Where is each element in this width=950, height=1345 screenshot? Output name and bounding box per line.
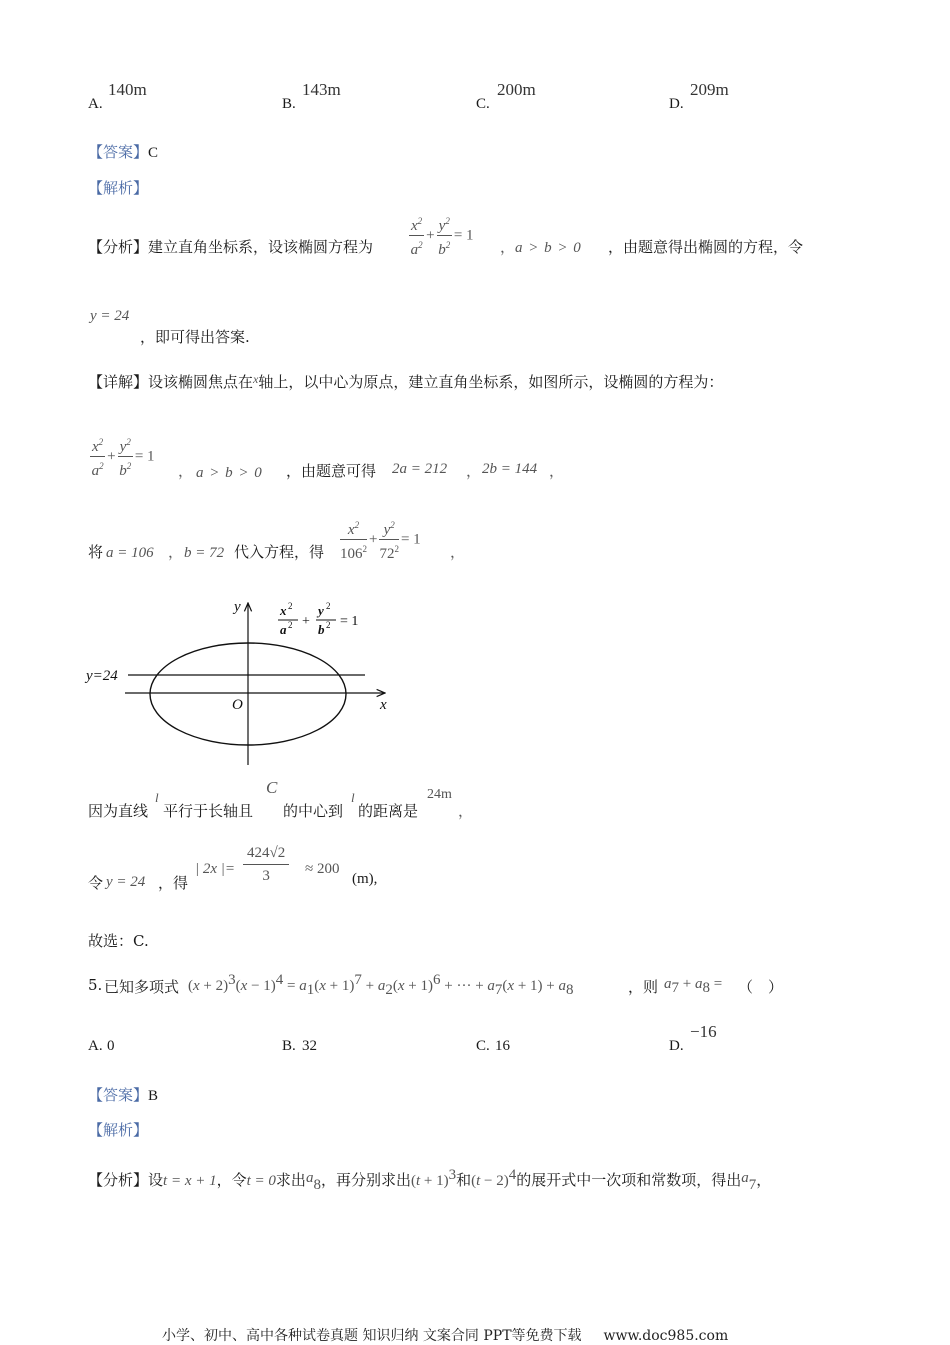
line3-text: ，由题意可得: [286, 462, 377, 480]
q5-fenxi-t0: t = 0: [246, 1173, 276, 1189]
svg-text:a: a: [280, 622, 287, 637]
line6-approx: ≈ 200: [305, 861, 340, 877]
answer-value: C: [148, 145, 159, 161]
fenxi-ellipse-eq: $\frac{x^2}{a^2}$ + $\frac{y^2}{b^2}$ = 1: [407, 212, 474, 259]
option-c-value: 200m: [497, 80, 536, 99]
line6-fraction: [243, 842, 289, 887]
answer-tag: 【答案】: [88, 143, 149, 161]
fenxi-condition: a > b > 0: [515, 240, 582, 256]
q4-xiangjie-line: [88, 371, 723, 392]
line3-eq1: 2a = 212: [392, 461, 448, 477]
option-d-value: 209m: [690, 80, 729, 99]
q5-fenxi-text4: ，再分别求出: [320, 1171, 411, 1189]
q5-option-c-letter: C.: [476, 1038, 490, 1054]
line6-unit: (m),: [352, 871, 378, 887]
svg-text:b: b: [318, 622, 325, 637]
q5-option-d-value: −16: [690, 1022, 717, 1041]
q5-fenxi-text3: 求出: [275, 1171, 306, 1189]
line5-text3: 的中心到: [283, 802, 344, 820]
line5-text2: 平行于长轴且: [163, 802, 254, 820]
footer: [162, 1325, 728, 1345]
footer-url[interactable]: www.doc985.com: [603, 1328, 729, 1344]
q4-answer: [88, 141, 158, 162]
line3-condition: a > b > 0: [196, 465, 263, 481]
q5-fenxi-text2: ，令: [216, 1171, 247, 1189]
svg-text:2: 2: [288, 620, 293, 630]
option-a-value: 140m: [108, 80, 147, 99]
line3-eq2: 2b = 144: [482, 461, 538, 477]
fenxi-y-eq: y = 24: [90, 308, 130, 324]
footer-text: 小学、初中、高中各种试卷真题 知识归纳 文案合同 PPT等免费下载: [162, 1328, 582, 1344]
svg-text:2: 2: [326, 601, 331, 611]
svg-text:x: x: [280, 603, 287, 618]
line4-b: b = 72: [184, 545, 225, 561]
fenxi-text1: 建立直角坐标系，设该椭圆方程为: [148, 238, 374, 256]
q5-fenxi-tag: 【分析】: [88, 1171, 149, 1189]
fenxi-tag: 【分析】: [88, 238, 149, 256]
origin-label: O: [232, 697, 243, 713]
option-c-letter: C.: [476, 96, 490, 112]
q5-number: 5.: [88, 976, 103, 994]
svg-text:2: 2: [288, 601, 293, 611]
ellipse-figure: [80, 595, 410, 775]
q5-answer-tag: 【答案】: [88, 1086, 149, 1104]
q5-option-a-letter: A.: [88, 1038, 103, 1054]
line5-text4: 的距离是: [358, 802, 419, 820]
option-b-value: 143m: [302, 80, 341, 99]
xiangjie-text1: 设该椭圆焦点在: [148, 373, 254, 391]
x-axis-label: x: [380, 697, 387, 713]
q5-answer: [88, 1084, 158, 1105]
line4-a: a = 106: [106, 545, 154, 561]
q5-stem-then: ，则: [628, 978, 659, 996]
figure-eq-rhs: = 1: [340, 614, 359, 629]
q5-fenxi-text5: 和: [456, 1171, 472, 1189]
svg-text:+: +: [302, 614, 310, 629]
line4-text2: 代入方程，得: [234, 543, 325, 561]
option-d-letter: D.: [669, 96, 684, 112]
line6-num: 424√2: [243, 842, 289, 865]
line6-abs: | 2x |=: [195, 861, 236, 877]
q4-conclusion: 故选：C.: [88, 932, 149, 950]
line4-substituted-eq: $\frac{x^2}{106^2}$ + $\frac{y^2}{72^2}$ = 1: [338, 516, 421, 563]
fenxi-text3: ，即可得出答案.: [140, 328, 250, 346]
q5-option-a-value: 0: [107, 1038, 115, 1054]
q5-fenxi-t: t = x + 1: [163, 1173, 217, 1189]
line5-l2: l: [351, 790, 355, 805]
line6-text2: ，得: [158, 874, 189, 892]
line-y24-label: y=24: [86, 668, 118, 684]
line5-C: C: [266, 778, 278, 797]
line4-text1: 将: [88, 543, 104, 561]
q5-fenxi-text1: 设: [148, 1171, 164, 1189]
xiangjie-x: x: [253, 372, 259, 386]
svg-text:2: 2: [326, 620, 331, 630]
svg-text:y: y: [318, 603, 324, 618]
q4-line3-eq: $\frac{x^2}{a^2}$ + $\frac{y^2}{b^2}$ = 1: [88, 433, 155, 480]
q5-analysis-tag: 【解析】: [88, 1121, 149, 1139]
fenxi-text2: ，由题意得出椭圆的方程，令: [608, 238, 804, 256]
option-a-letter: A.: [88, 96, 103, 112]
q5-option-d-letter: D.: [669, 1038, 684, 1054]
q4-analysis-tag: 【解析】: [88, 179, 149, 197]
y-axis-label: y: [234, 599, 241, 615]
option-b-letter: B.: [282, 96, 296, 112]
q5-option-b-letter: B.: [282, 1038, 296, 1054]
xiangjie-text2: 轴上，以中心为原点，建立直角坐标系，如图所示，设椭圆的方程为：: [258, 373, 724, 391]
line6-den: 3: [262, 868, 270, 884]
q5-target: $a_7 + a_8$ =: [664, 976, 723, 996]
q5-option-b-value: 32: [302, 1038, 317, 1054]
line6-text1: 令: [88, 874, 104, 892]
q5-stem-text: 已知多项式: [104, 978, 180, 996]
line5-l: l: [155, 790, 159, 805]
q5-polynomial: $(x + 2)^3(x - 1)^4 = a_1(x + 1)^7 + a_2(x + 1)^6$ + ··· + $a_7(x + 1) + a_8$: [188, 972, 574, 998]
xiangjie-tag: 【详解】: [88, 373, 149, 391]
q5-stem-end: （ ）: [738, 978, 784, 996]
q5-fenxi-text6: 的展开式中一次项和常数项，得出: [516, 1171, 742, 1189]
line5-text1: 因为直线: [88, 802, 149, 820]
line5-dist: 24m: [427, 787, 452, 802]
q5-answer-value: B: [148, 1088, 159, 1104]
q5-fenxi-line: 【分析】设t = x + 1，令t = 0求出$a_8$，再分别求出$(t + 1)^3$和$(t - 2)^4$的展开式中一次项和常数项，得出$a_7$，: [88, 1167, 772, 1193]
q5-option-c-value: 16: [495, 1038, 510, 1054]
q4-fenxi-line: [88, 236, 373, 257]
line6-y: y = 24: [106, 874, 146, 890]
